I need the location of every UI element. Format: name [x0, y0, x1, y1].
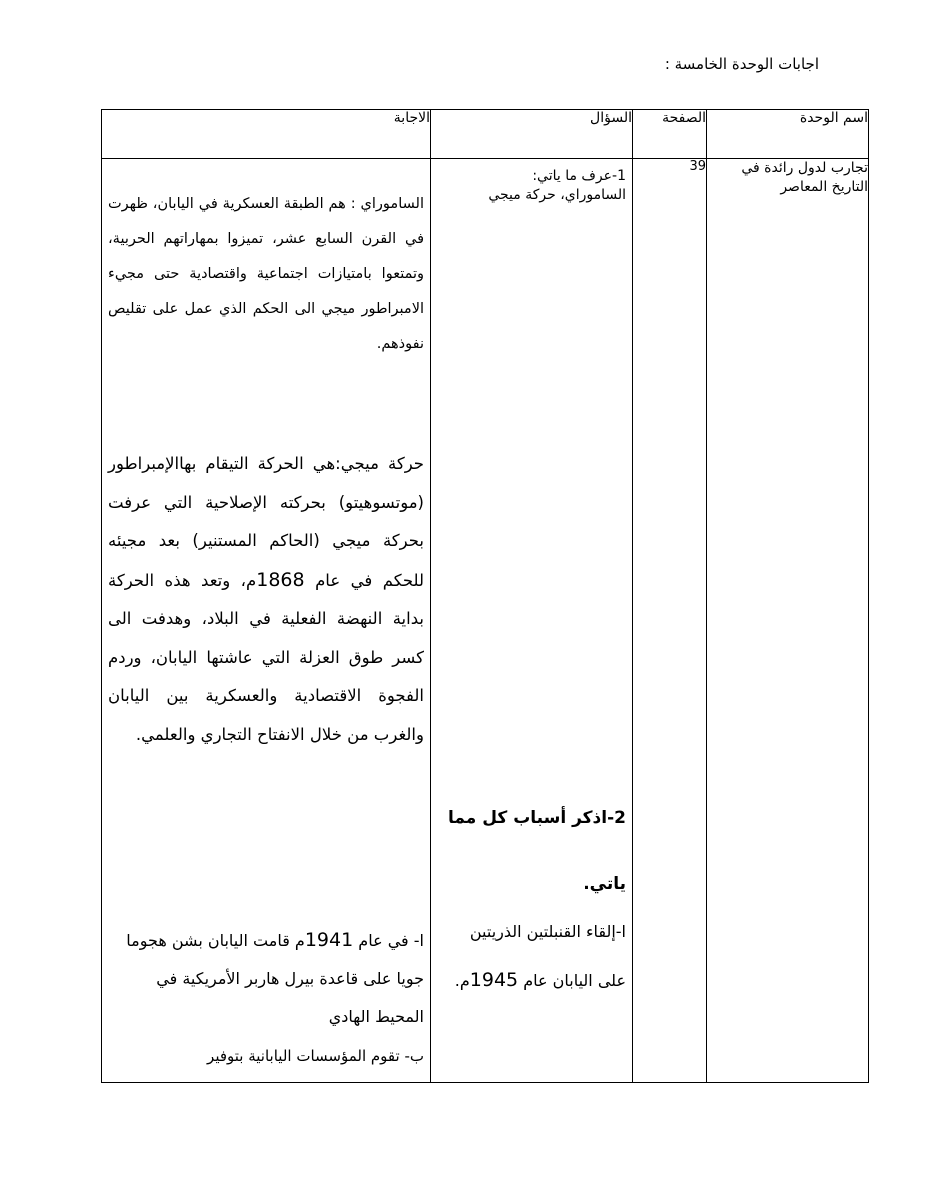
unit-name-cell: تجارب لدول رائدة في التاريخ المعاصر	[707, 159, 869, 1083]
answers-table	[101, 109, 869, 1083]
answer-meiji-text-2: م، وتعد هذه الحركة بداية النهضة الفعلية في البلاد، وهدفت الى كسر طوق العزلة التي عاشتها اليابان، وردم الفجوة الاقتصادية والعسكرية بين اليابان والغرب من خلال الانفتاح التجاري والعلمي.	[108, 570, 424, 744]
header-unit-name: اسم الوحدة	[707, 110, 869, 159]
answer-meiji	[108, 445, 424, 754]
table-row	[102, 159, 869, 1083]
header-question: السؤال	[431, 110, 633, 159]
question-2-suffix: م.	[454, 971, 470, 990]
answer-a-text-1: ا- في عام	[353, 931, 424, 950]
answer-meiji-text-1: حركة ميجي:هي الحركة التيقام بهاالإمبراطور (موتسوهيتو) بحركته الإصلاحية التي عرفت بحركة ميجي (الحاكم المستنير) بعد مجيئه للحكم في عام	[108, 454, 424, 590]
question-2-item-a-text: ا-إلقاء القنبلتين الذريتين على اليابان عام	[469, 922, 626, 990]
question-2-year: 1945	[469, 969, 519, 991]
answer-cell	[102, 159, 431, 1083]
answer-b: ب- تقوم المؤسسات اليابانية بتوفير	[207, 1047, 424, 1065]
question-1-terms: الساموراي، حركة ميجي	[488, 187, 626, 203]
answer-samurai: الساموراي : هم الطبقة العسكرية في اليابان، ظهرت في القرن السابع عشر، تميزوا بمهاراتهم الحربية، وتمتعوا بامتيازات اجتماعية واقتصادية حتى مجيء الامبراطور ميجي الى الحكم الذي عمل على تقليص نفوذهم.	[108, 196, 424, 352]
question-1-title: 1-عرف ما ياتي:	[532, 168, 626, 184]
page-heading: اجابات الوحدة الخامسة :	[664, 55, 819, 73]
question-2-item-a	[437, 907, 626, 1005]
header-page: الصفحة	[633, 110, 707, 159]
answer-a-year: 1941	[304, 929, 354, 951]
question-cell	[431, 159, 633, 1083]
question-1	[437, 167, 626, 205]
question-2-title: 2-اذكر أسباب كل مما ياتي.	[448, 808, 626, 894]
answer-a-text-2: م قامت اليابان بشن هجوما جويا على قاعدة بيرل هاربر الأمريكية في المحيط الهادي	[126, 931, 424, 1026]
answer-meiji-year: 1868	[256, 568, 305, 591]
table-header-row	[102, 110, 869, 159]
page-number-cell: 39	[633, 159, 707, 1083]
answer-a	[108, 921, 424, 1036]
header-answer: الاجابة	[102, 110, 431, 159]
